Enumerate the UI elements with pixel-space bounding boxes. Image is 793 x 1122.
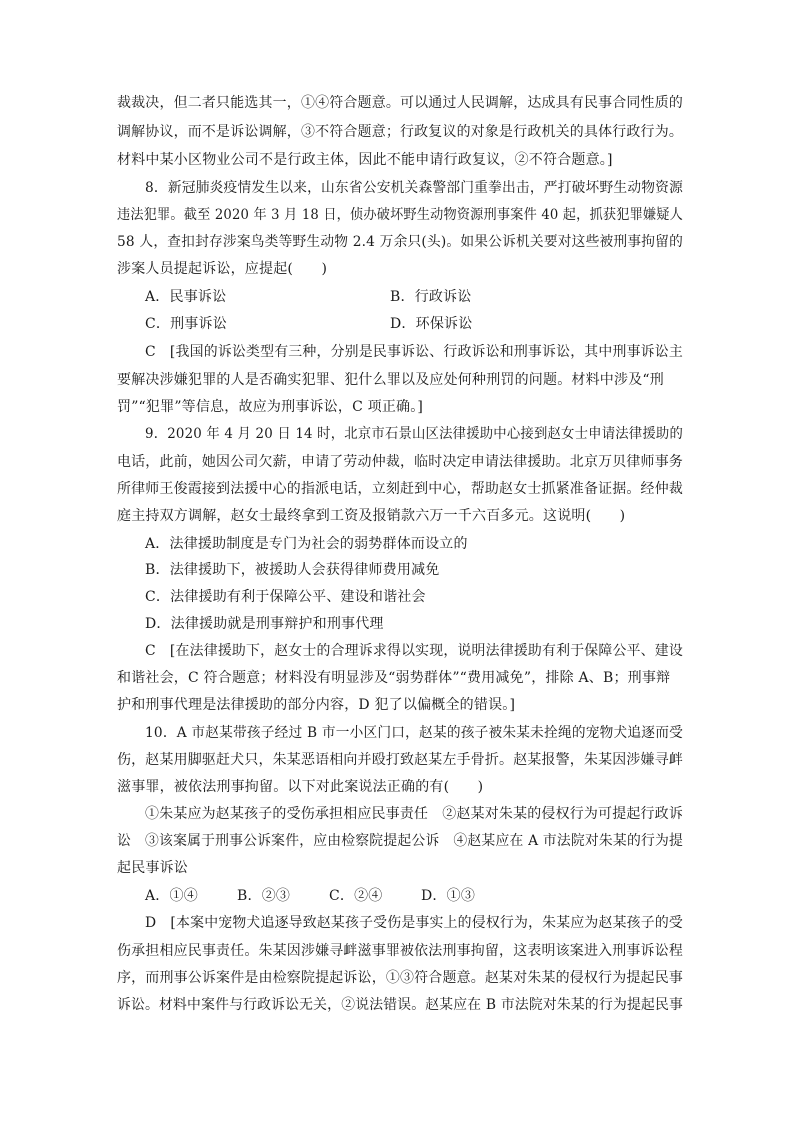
- q9-stem-line-2: 电话，此前，她因公司欠薪，申请了劳动仲裁，临时决定申请法律援助。北京万贝律师事务: [117, 454, 684, 470]
- q8-option-b: B．行政诉讼: [390, 289, 472, 305]
- q8-stem-line-4: 涉案人员提起诉讼，应提起( ): [117, 261, 328, 277]
- q9-option-a: A．法律援助制度是专门为社会的弱势群体而设立的: [145, 536, 468, 552]
- q9-stem-line-4: 庭主持双方调解，赵女士最终拿到工资及报销款六万一千六百多元。这说明( ): [117, 508, 626, 524]
- q10-statement-line-3: 起民事诉讼: [117, 860, 188, 876]
- q9-stem-line-3: 所律师王俊霞接到法援中心的指派电话，立刻赶到中心，帮助赵女士抓紧准备证据。经仲裁: [117, 481, 684, 497]
- q9-option-c: C．法律援助有利于保障公平、建设和谐社会: [145, 589, 426, 605]
- q9-answer-line-2: 和谐社会，C 符合题意；材料没有明显涉及“弱势群体”“费用减免”，排除 A、B；刑事辩: [117, 670, 671, 686]
- q10-stem-line-1: 10．A 市赵某带孩子经过 B 市一小区门口，赵某的孩子被朱某未拴绳的宠物犬追逐而受: [145, 725, 683, 741]
- q8-option-c: C．刑事诉讼: [145, 316, 227, 332]
- q7-answer-line-1: 裁裁决，但二者只能选其一，①④符合题意。可以通过人民调解，达成具有民事合同性质的: [117, 95, 684, 111]
- q10-answer-line-3: 序，而刑事公诉案件是由检察院提起诉讼，①③符合题意。赵某对朱某的侵权行为提起民事: [117, 970, 684, 986]
- q9-option-d: D．法律援助就是刑事辩护和刑事代理: [145, 616, 384, 632]
- q9-option-b: B．法律援助下，被援助人会获得律师费用减免: [145, 562, 440, 578]
- q8-stem-line-1: 8．新冠肺炎疫情发生以来，山东省公安机关森警部门重拳出击，严打破坏野生动物资源: [145, 180, 684, 196]
- q10-answer-line-4: 诉讼。材料中案件与行政诉讼无关，②说法错误。赵某应在 B 市法院对朱某的行为提起民事: [117, 997, 684, 1013]
- q10-option-b: B．②③: [237, 888, 291, 904]
- q8-answer-line-1: C [我国的诉讼类型有三种，分别是民事诉讼、行政诉讼和刑事诉讼，其中刑事诉讼主: [145, 344, 683, 360]
- q10-answer-line-2: 伤承担相应民事责任。朱某因涉嫌寻衅滋事罪被依法刑事拘留，这表明该案进入刑事诉讼程: [117, 943, 684, 959]
- q9-answer-line-1: C [在法律援助下，赵女士的合理诉求得以实现，说明法律援助有利于保障公平、建设: [145, 643, 683, 659]
- q8-answer-line-2: 要解决涉嫌犯罪的人是否确实犯罪、犯什么罪以及应处何种刑罚的问题。材料中涉及“刑: [117, 372, 664, 388]
- q8-answer-line-3: 罚”“犯罪”等信息，故应为刑事诉讼，C 项正确。]: [117, 399, 424, 415]
- q9-stem-line-1: 9．2020 年 4 月 20 日 14 时，北京市石景山区法律援助中心接到赵女士申请法律援助的: [145, 426, 684, 442]
- q10-stem-line-3: 滋事罪，被依法刑事拘留。以下对此案说法正确的有( ): [117, 779, 484, 795]
- q9-answer-line-3: 护和刑事代理是法律援助的部分内容，D 犯了以偏概全的错误。]: [117, 697, 516, 713]
- q10-option-a: A．①④: [145, 888, 198, 904]
- q10-statement-line-2: 讼 ③该案属于刑事公诉案件，应由检察院提起公诉 ④赵某应在 A 市法院对朱某的行为提: [117, 833, 684, 849]
- q10-option-d: D．①③: [421, 888, 476, 904]
- q8-stem-line-2: 违法犯罪。截至 2020 年 3 月 18 日，侦办破坏野生动物资源刑事案件 40 起，抓获犯罪嫌疑人: [117, 207, 683, 223]
- q8-stem-line-3: 58 人，查扣封存涉案鸟类等野生动物 2.4 万余只(头)。如果公诉机关要对这些被刑事拘留的: [117, 234, 684, 250]
- q7-answer-line-2: 调解协议，而不是诉讼调解，③不符合题意；行政复议的对象是行政机关的具体行政行为。: [117, 124, 684, 140]
- q7-answer-line-3: 材料中某小区物业公司不是行政主体，因此不能申请行政复议，②不符合题意。]: [117, 152, 613, 168]
- q10-statement-line-1: ①朱某应为赵某孩子的受伤承担相应民事责任 ②赵某对朱某的侵权行为可提起行政诉: [145, 806, 683, 822]
- q10-option-c: C．②④: [329, 888, 383, 904]
- q8-option-d: D．环保诉讼: [390, 316, 473, 332]
- q10-stem-line-2: 伤，赵某用脚驱赶犬只，朱某恶语相向并殴打致赵某左手骨折。赵某报警，朱某因涉嫌寻衅: [117, 752, 684, 768]
- q8-option-a: A．民事诉讼: [145, 289, 227, 305]
- q10-answer-line-1: D [本案中宠物犬追逐导致赵某孩子受伤是事实上的侵权行为，朱某应为赵某孩子的受: [145, 915, 683, 931]
